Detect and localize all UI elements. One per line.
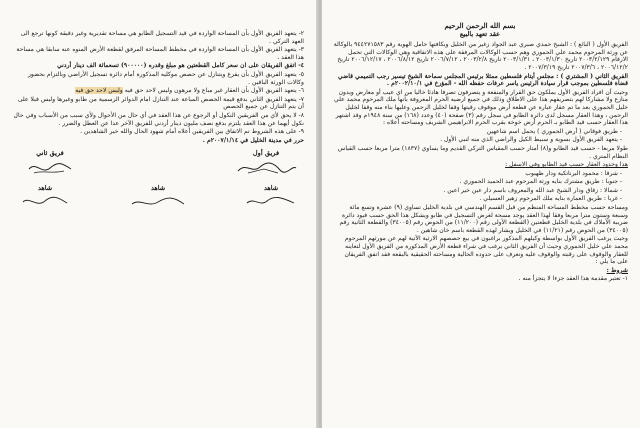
boundary-west: - غربا : طريق العمارة بنايه ملك المرحوم زهير العسيلي . xyxy=(479,195,622,203)
clause-4: ٤- اتفق الفريقان على ان سعر كامل القطعتين هو مبلغ وقدره (٩٠٠٠٠٠) تسعمائة الف دينار أردني xyxy=(57,62,304,70)
survey-clause: ومساحة حسب مخطط المساحة المنظم من قبل القسم الهندسي في بلدية الخليل تساوي (٩) عشرة وتسع مائة وسبعة وستون مترا مربعا وفقا لهذا العقد يوجد مسحة لغرض التسجيل في طابو ويشكل هذا الحق حسب قيود دائرة ضريبة الأملاك في بلدية الخليل قطعتين (القطعة الأولى رقم (١١/٢٠٠) من الحوض رقم (٣٤٠٠٥) والقطعة الثانية رقم (٣٤٠٠٥) من الحوض رقم (١١/٢١) في الخليل ويشار لهذه القطعة باسم خان شاهين . xyxy=(339,204,628,234)
party-one-label: فريق أول xyxy=(252,149,280,158)
boundaries-heading: هذا وحدود العقار حسب قيد الطابو وفي الاسفل : xyxy=(505,161,628,169)
clause-9: ٩- على هذه الشروط تم الاتفاق بين الفريقين أعلاه أمام شهود الحال والله خير الشاهدين . xyxy=(80,128,304,136)
right-page xyxy=(322,0,640,428)
preamble: وحيث أن افراد الفريق الأول يملكون حق القرار والمنفعة و يتصرفون تصرفا هادئا خاليا من اي عيب أو معارض ويدون منازع ولا مشاركا لهم بتصريفهم هذا على الاطلاق وذلك في جميع ارضيه الحرم المعروفة بأنها ملك المرحوم محمد علي خليل الحموري بعد ما تم عقار عبارة عن قطعة أرض موقوف رقيتها وقفا لخليل الرحمن وعليها بناء منه وقفا لخليل الرحمن ، وهذا العقار مسجل لدى دائرة الطابو في سجل رقم (٣) صفحة (٤٠) وعدد (١٦٨) من سنة ١٩٤٨م وقد اشتهر هذا العقار حسب قيد الطابو بـ الحرم أرض خوخة بقرب الحرم الابراهيمي الشريف ومساحته أعلاه : xyxy=(334,88,628,127)
clause-3: ٣- يتعهد الفريق الأول بأن المساحة الواردة في مخطط المساحة المرفق لقطعة الأرض المنوه عنه سابقا هي مساحة هذا العقد . xyxy=(16,46,304,61)
clause-6: ٦- يتعهد الفريق الأول بأن العقار غير مباع ولا مرهون وليس لاحد حق فيه وليس لاحد حق فيه xyxy=(75,87,304,95)
conditions-heading: شروط : xyxy=(606,266,628,274)
witness-1 xyxy=(240,185,302,210)
clause-2: ٢- يتعهد الفريق الأول بأن المساحة الواردة في قيد التسجيل الطابو هي مساحة تقديرية وغير دقيقة كونها ترجع الى العهد التركي . xyxy=(20,30,304,45)
issue-date: حرر في مدينة الخليل في ٢٠٠٧/١/١٤م . xyxy=(202,136,304,144)
clause-7: ٧- يتعهد الفريق الثاني بدفع قيمة الحصص المباعة عند التنازل امام الدوائر الرسمية من طابو وغيرها وليس قبلا على أن يتم التنازل عن جميع الحصص xyxy=(17,95,304,111)
witness-signatures xyxy=(12,185,304,210)
basmala: بسم الله الرحمن الرحيم xyxy=(444,21,516,30)
party-two-signature xyxy=(16,150,84,177)
boundary-east: - شرقا : محمود البرناتكية ودار ظهبوب xyxy=(525,169,622,177)
witness-1-scribble xyxy=(240,194,302,210)
witness-3 xyxy=(14,185,76,210)
witness-2-label: شاهد xyxy=(150,183,166,192)
condition-1: ١- تعتبر مقدمة هذا العقد جزءا لا يتجزأ منه . xyxy=(518,275,628,283)
left-page xyxy=(0,0,318,428)
item-3: طولا مربعا - حسب قيد الطابو و(٨) أمتار حسب المقياس التركي القديم وما يساوي (١٨٣٧) مترا مربعا حسب القياس النظام المتري . xyxy=(337,144,628,160)
highlighted-phrase: وليس لاحد حق فيه xyxy=(75,87,123,95)
clause-5: ٥- يتعهد الفريق الأول بأن يفرغ ويتنازل عن حصص موكليه المذكورة أمام دائرة تسجيل الأراضي وبالتزام بحضور وكالات الورثة الباقين . xyxy=(27,70,304,86)
party-one-clause: الفريق الأول ( البائع ) : الشيخ حمدي صبري عبد الجواد زغير من الخليل وبكافتها حامل الهوية رقم ٩٤٤٢٧١٥٨٣ بالوكالة عن ورثة المرحوم محمد علي الحموري وهم حسب الوكالات المرفقة على هذه الاتفاقية وهي الوكالات التي تحمل الارقام ٢٠٠٣/٢/١٢٩ تاريخ ٢٠٠٣/١/٣٠ ، ٢٠٠٣/١/٣١ تاريخ ٢٠٠٣/٢/٨ ، ٢٠٠٦/٧/١٢ تاريخ ٢٠٠٦/٨/١٢ ، ٢٠٠٦/١٢/١٧ تاريخ ٢٠٠٦/١٢/٢ ، ٢٠٠٧/٣/٦ تاريخ ٢٠٠٧/٣/١٩ . xyxy=(333,41,628,71)
item-2: - يتعهد الفريق الأول بسوية و سبيط الكيل والراضي الذي منه لنبي الأول . xyxy=(440,136,622,144)
party-two-clause: الفريق الثاني ( المشتري ) : مجلس أيتام فلسطين ممثلا برئيس المجلس سماحة الشيخ تيسير رجب التميمي قاضي قضاة فلسطين بموجب قرار سيادة الرئيس ياسر عرفات حفظه الله - المؤرخ في ٢٠٠٢/١٠/١م . xyxy=(338,72,628,88)
contract-title: عقد تعهد بالبيع xyxy=(459,29,501,38)
witness-2-scribble xyxy=(127,194,189,210)
item-1: - طريق فوقاني ( أرض الحموري ) يحمل اسم شاعهين xyxy=(486,127,622,135)
clause-8: ٨- لا يحق لأي من الفريقين النكول أو الرجوع عن هذا العقد في أي حال من الأحوال ولأي سبب من الأسباب وفي حال نكول أيهما عن هذا العقد يلتزم بدفع نصف مليون دينار أردني للفريق الآخر عدا عن العطل والضرر . xyxy=(13,111,304,127)
party-signatures xyxy=(12,150,304,177)
witness-3-scribble xyxy=(14,194,76,210)
witness-3-label: شاهد xyxy=(37,183,53,192)
witness-1-label: شاهد xyxy=(263,183,279,192)
party-one-signature-scribble xyxy=(232,159,300,177)
boundary-south: - جنوبا : طريق مشترك بنايه ورثة المرحوم عبد الحميد الحموري . xyxy=(459,178,622,186)
boundary-north: - شمالا : زقاق ودار الشيخ عبد الله والمعروف باسم دار عين خير اعين . xyxy=(443,186,622,194)
party-two-label: فريق ثاني xyxy=(36,149,64,158)
witness-2 xyxy=(127,185,189,210)
party-one-signature xyxy=(232,150,300,177)
party-two-signature-scribble xyxy=(16,159,84,177)
closing-clause: وحيث يرغب الفريق الأول بواسطة وكيلهم المذكور براغبون في بيع حصصهم الارثية الآتية لهم عن مورثهم المرحوم محمد علي خليل الحموري وحيث أن الفريق الثاني يرغب في شراء قطعة الأرض المذكورة من الفريق الأول لتعاينه للعقار والوقوف على رقبته والوقوف عليه وتعرف على حدوده الحالية ومساحته الحقيقية بالبقعة فقد اتفق الفريقان على ما يلي : xyxy=(344,235,628,266)
